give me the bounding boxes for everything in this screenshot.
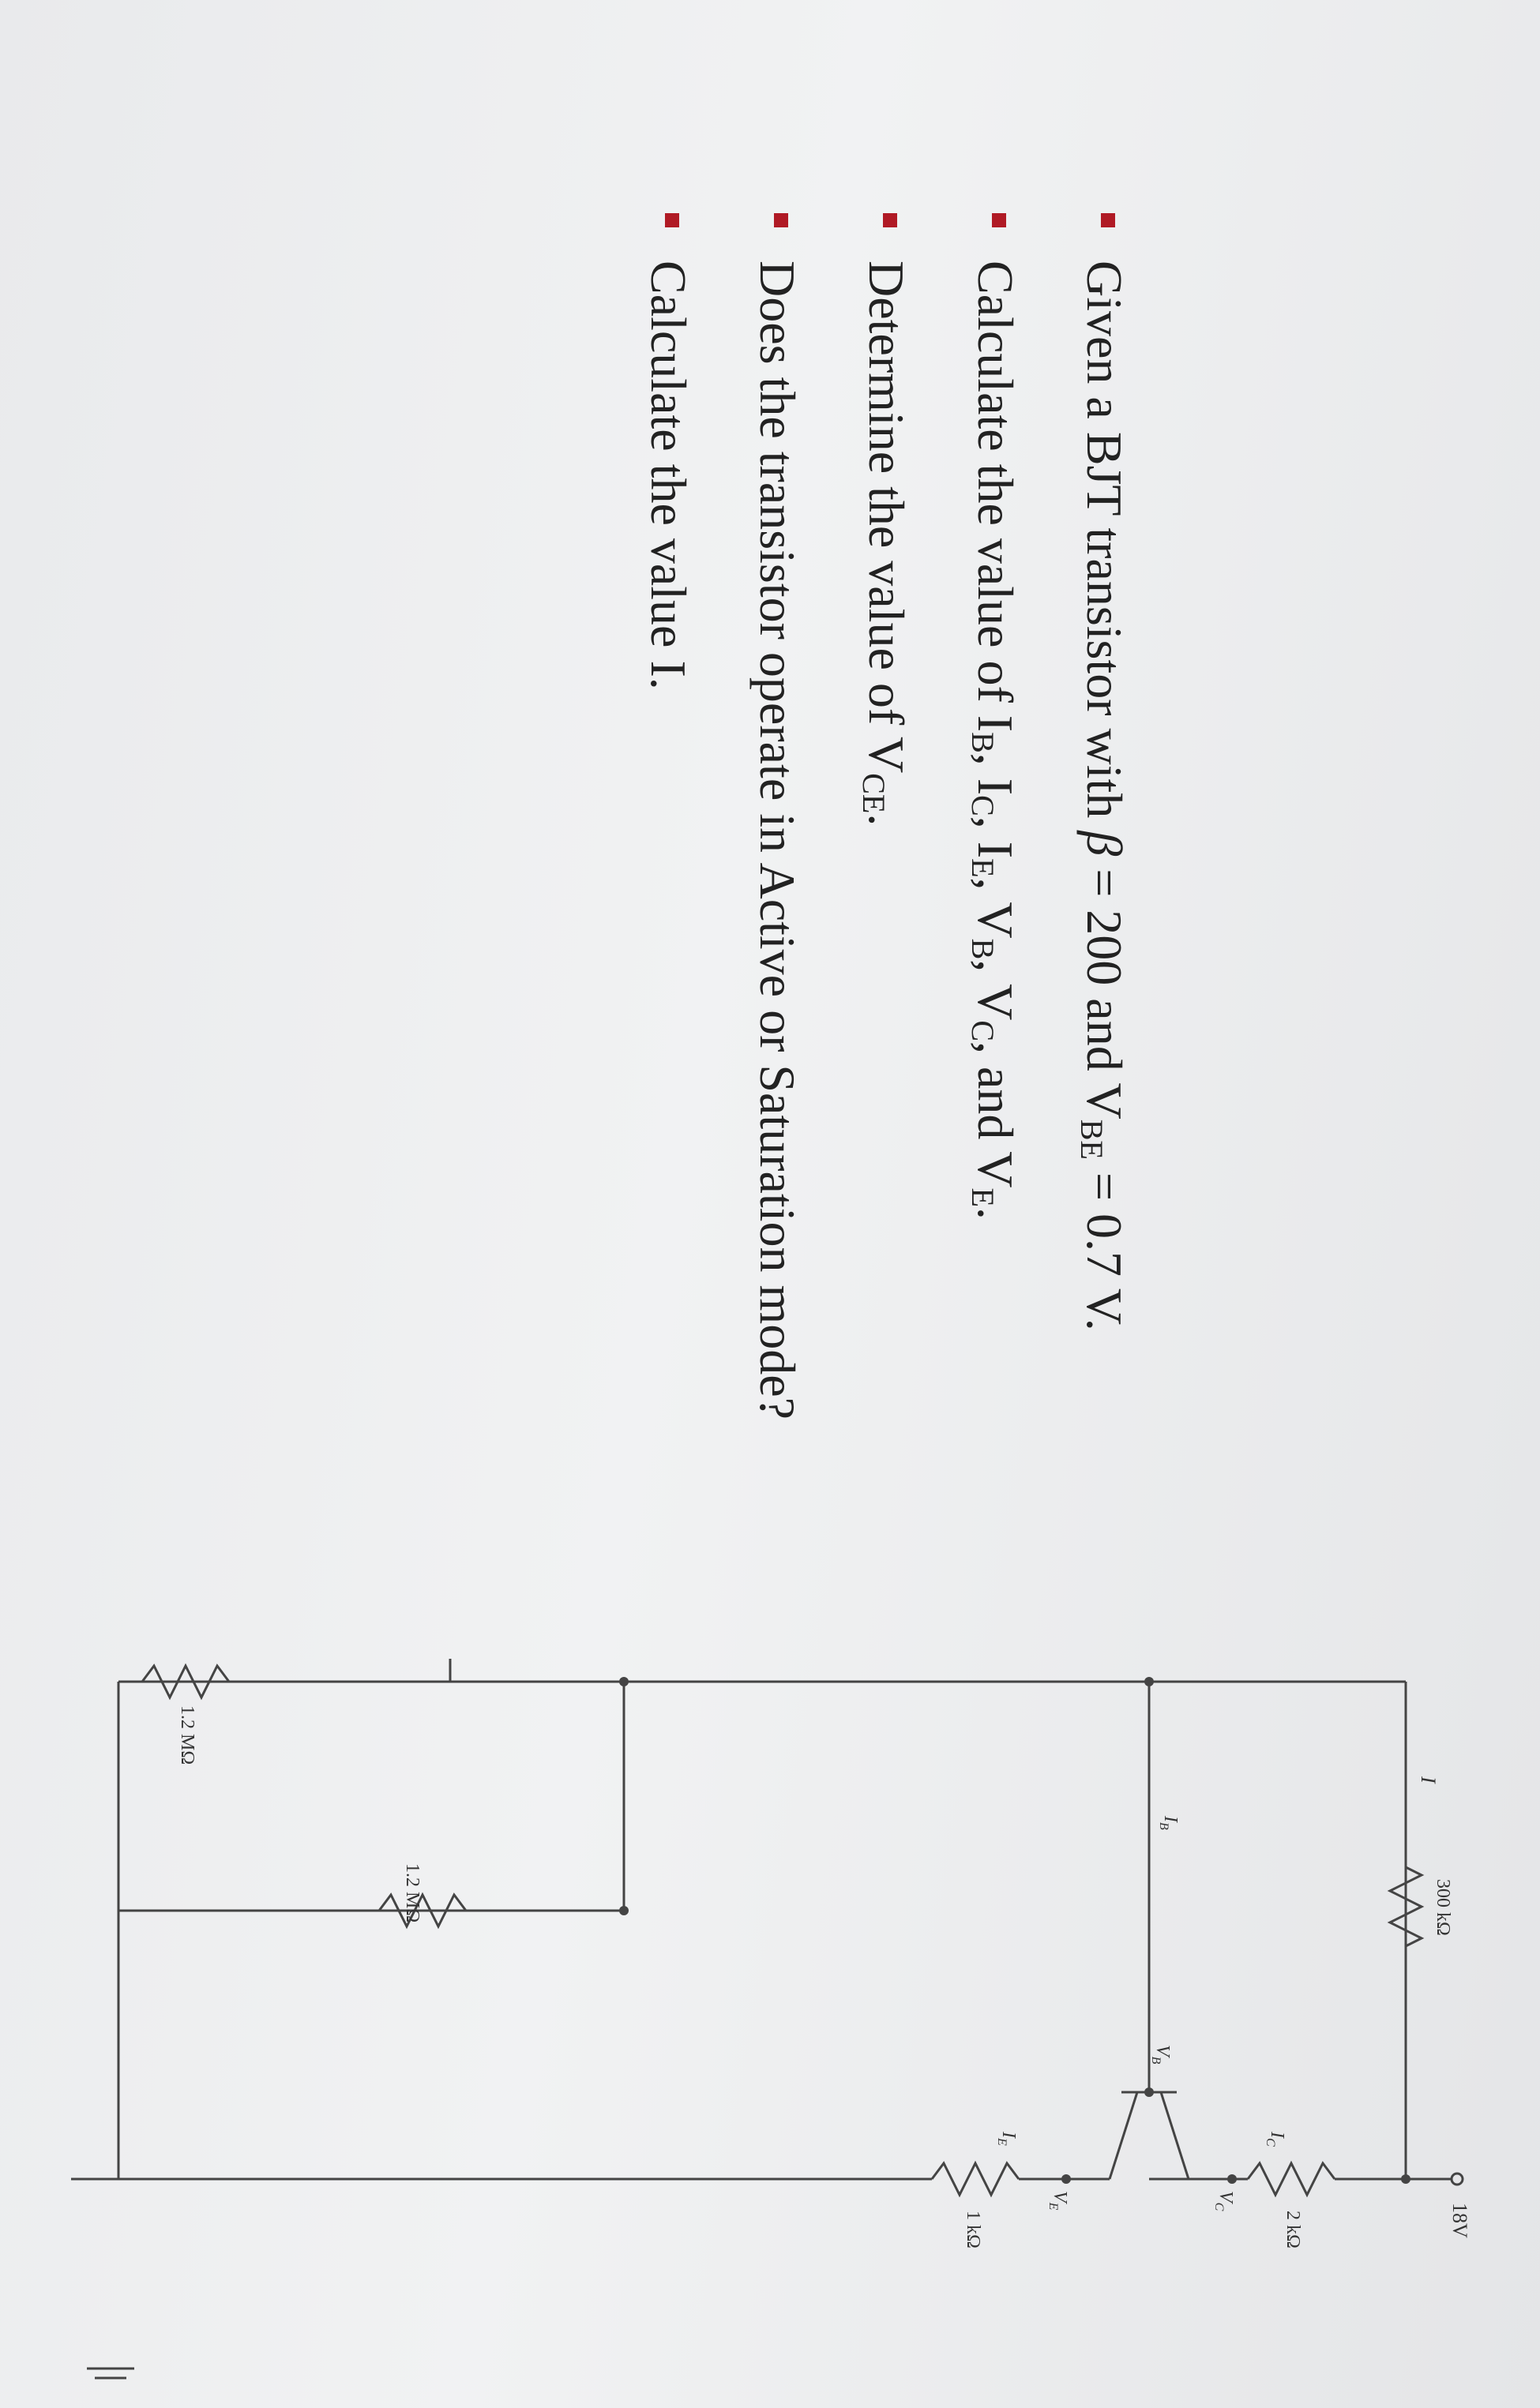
bullet-text-run: , I <box>967 752 1024 796</box>
bullet-square <box>774 213 788 227</box>
bullet-calculate-currents <box>911 213 1024 1792</box>
bullet-text-run: Does the transistor operate in Active or Saturation mode? <box>749 261 806 1420</box>
bullet-square <box>992 213 1006 227</box>
bullet-text-run: = 200 and V <box>1076 856 1132 1120</box>
resistor-1k <box>932 2163 1019 2195</box>
current-i-label: I <box>1417 1776 1440 1783</box>
bullet-text <box>640 261 697 690</box>
supply-label: 18V <box>1448 2203 1471 2238</box>
bullet-given <box>1020 213 1132 1792</box>
bullet-text <box>858 261 915 826</box>
subscript-text: C <box>965 1020 1001 1041</box>
bullet-text <box>1076 261 1132 1331</box>
bullet-text-run: Given a BJT transistor with <box>1076 261 1132 831</box>
node-vb-label: $V_B$ <box>1149 2045 1173 2065</box>
supply-terminal <box>1452 2174 1463 2185</box>
bullet-square <box>665 213 679 227</box>
node-vc-label: $V_C$ <box>1212 2191 1236 2211</box>
current-ic-label: $I_C$ <box>1264 2132 1287 2147</box>
bullet-square <box>883 213 897 227</box>
r1-2meg-b-label: 1.2 MΩ <box>177 1705 197 1765</box>
node-ve-label: $V_E$ <box>1046 2191 1070 2211</box>
bullet-determine-vce <box>802 213 915 1792</box>
bullet-text-run: β <box>1076 831 1132 857</box>
subscript-text: B <box>965 732 1001 753</box>
r2k-label: 2 kΩ <box>1283 2211 1303 2249</box>
bullet-calculate-i <box>584 213 697 1792</box>
question-list <box>584 213 1132 1792</box>
subscript-text: CE <box>856 773 892 814</box>
bullet-text-run: Calculate the value of I <box>967 261 1024 733</box>
subscript-text: E <box>965 858 1001 878</box>
current-ie-label: $I_E$ <box>995 2132 1019 2146</box>
bullet-text-run: . <box>967 1206 1024 1220</box>
bjt-circuit-diagram <box>47 1658 1493 2384</box>
bullet-text <box>967 261 1024 1220</box>
bullet-operating-mode <box>693 213 806 1792</box>
bullet-text-run: = 0.7 V. <box>1076 1159 1132 1331</box>
r1-2meg-a-label: 1.2 MΩ <box>402 1863 423 1923</box>
resistor-2k <box>1248 2163 1335 2195</box>
bullet-text-run: , I <box>967 816 1024 859</box>
subscript-text: B <box>965 938 1001 960</box>
subscript-text: C <box>965 795 1001 816</box>
bullet-text-run: Determine the value of V <box>858 261 915 774</box>
bullet-text-run: , V <box>967 959 1024 1021</box>
bullet-text-run: Calculate the value I. <box>640 261 697 690</box>
bullet-text-run: . <box>858 813 915 827</box>
bullet-square <box>1101 213 1115 227</box>
r300k-label: 300 kΩ <box>1433 1879 1453 1936</box>
current-ib-label: $I_B$ <box>1157 1816 1181 1830</box>
bullet-text-run: , and V <box>967 1041 1024 1188</box>
bullet-text <box>749 261 806 1420</box>
subscript-text: E <box>965 1187 1001 1207</box>
subscript-text: BE <box>1074 1119 1110 1160</box>
bullet-text-run: , V <box>967 877 1024 939</box>
r1k-label: 1 kΩ <box>963 2211 983 2249</box>
